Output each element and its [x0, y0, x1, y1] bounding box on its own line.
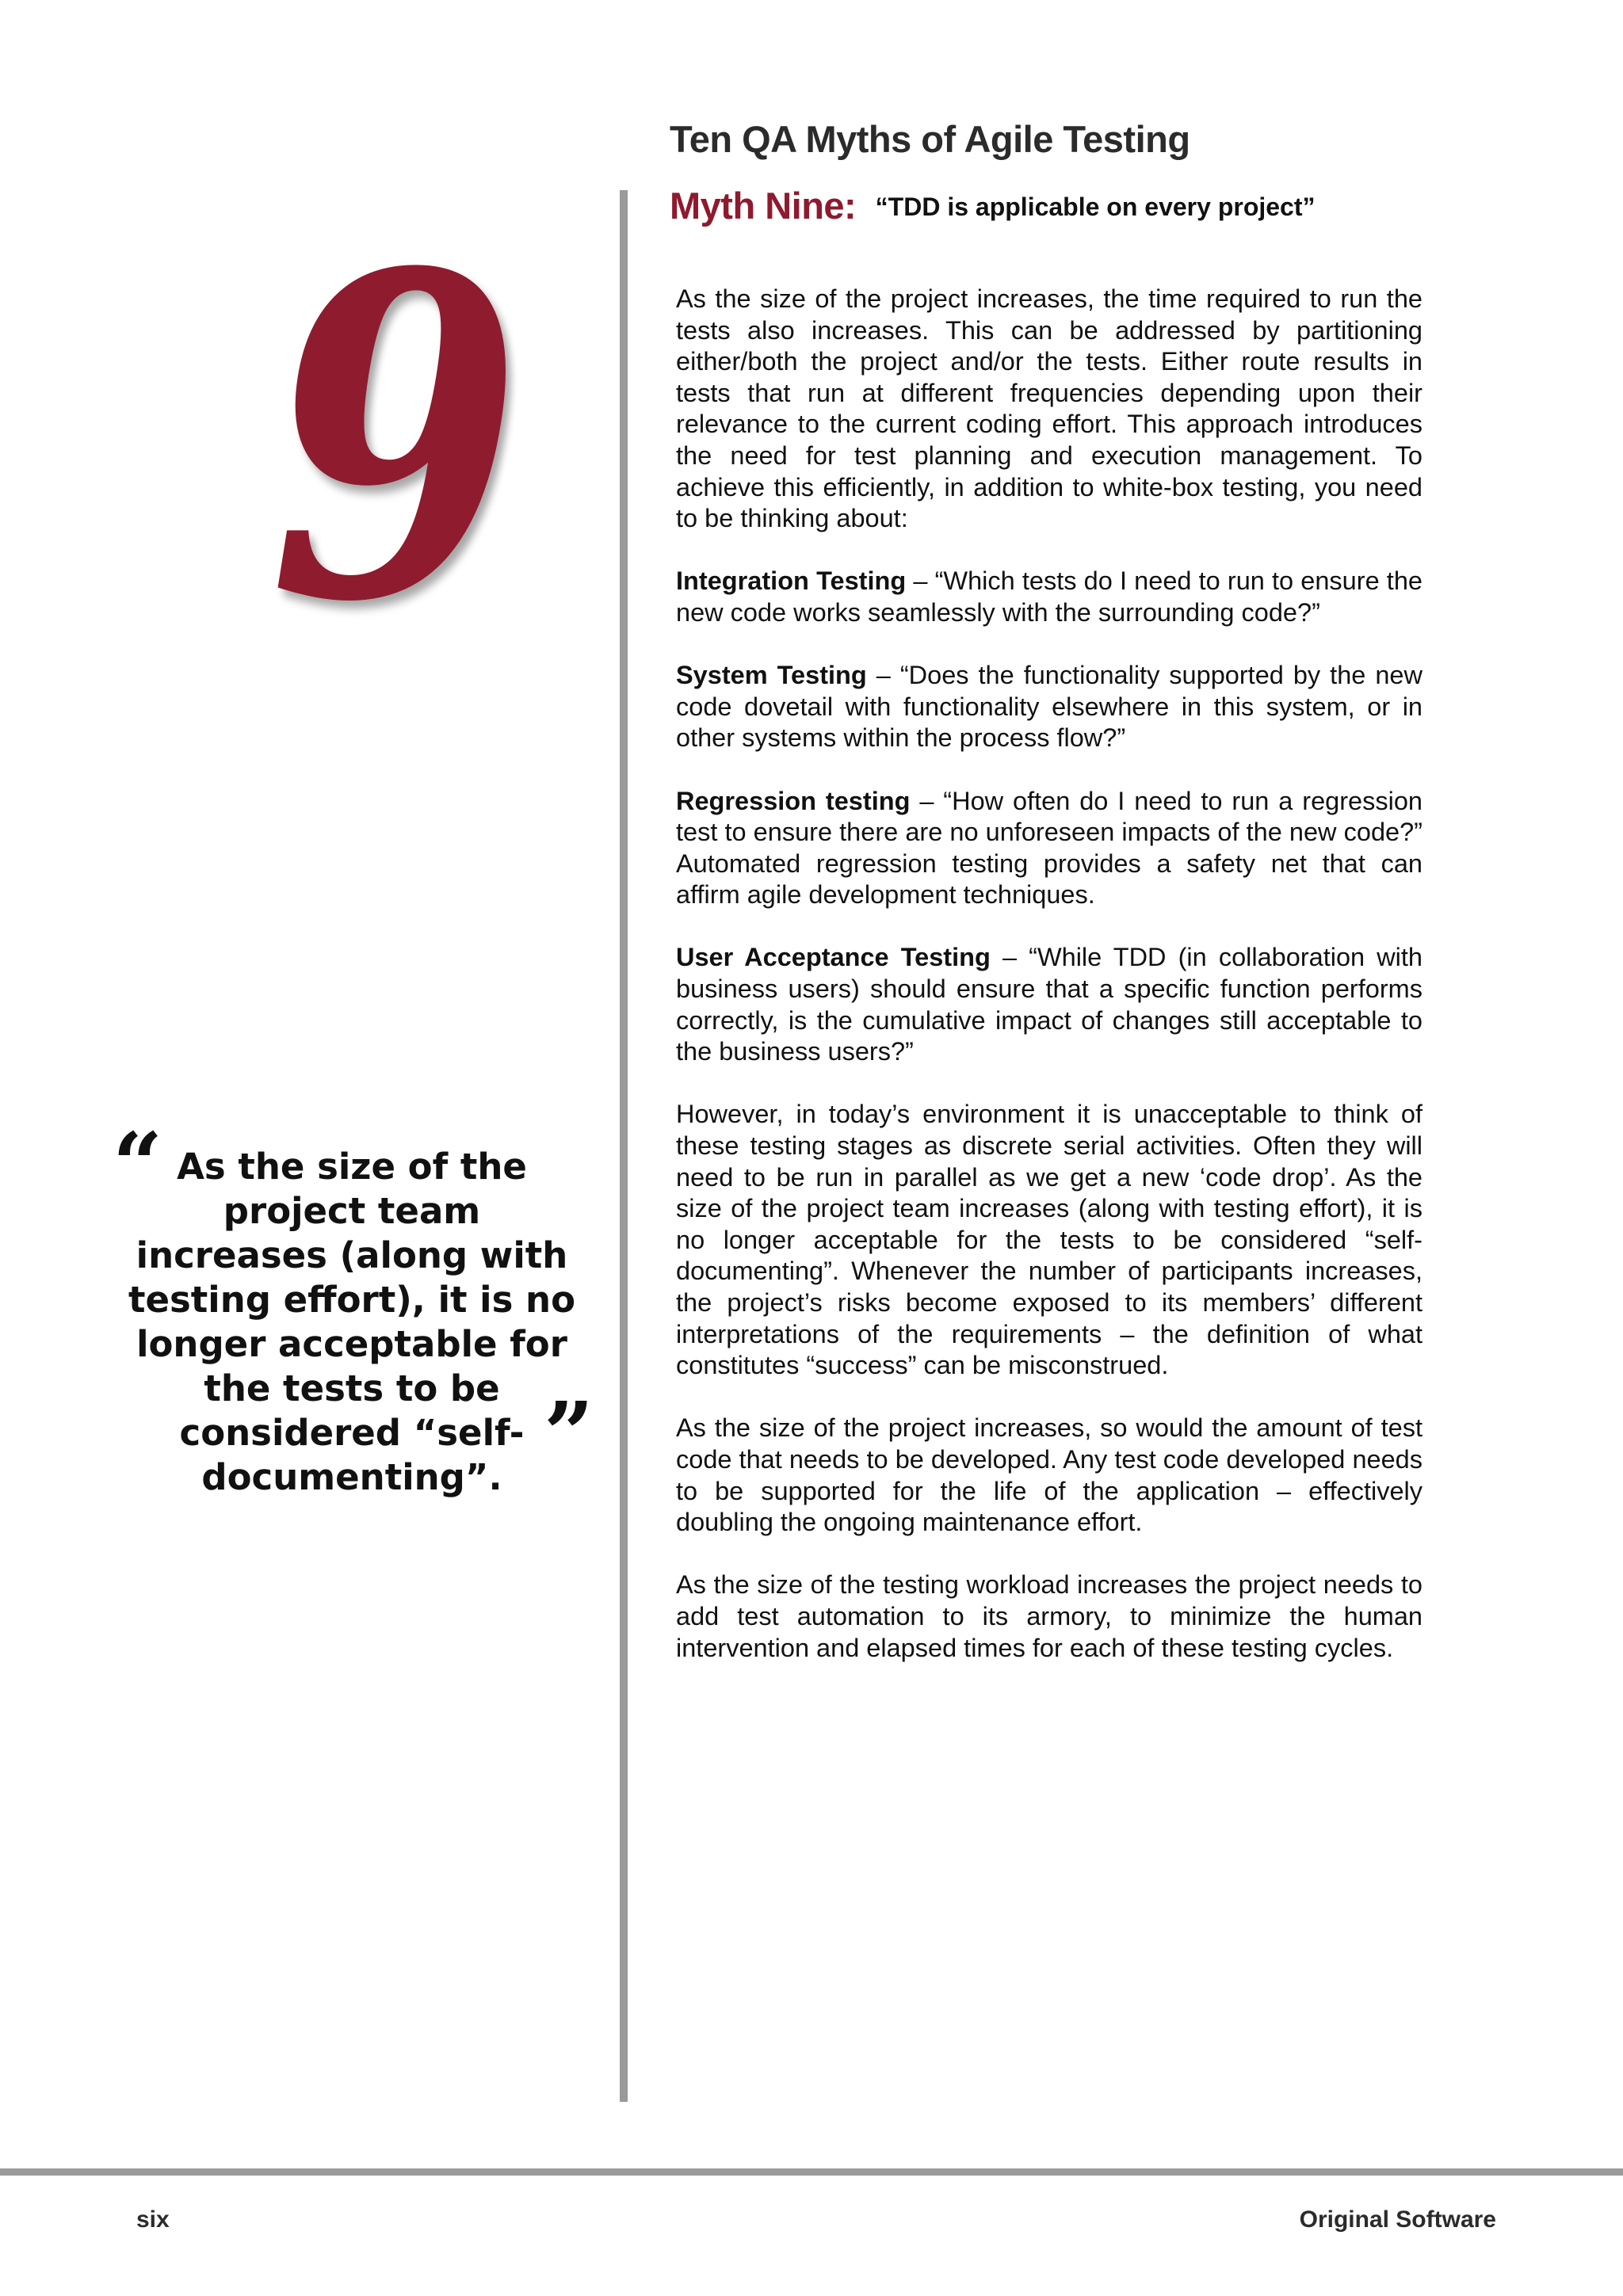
paragraph-test-code: As the size of the project increases, so would the amount of test code that needs to be developed. Any test code developed needs to be supported for the life of the application – effectively doubling the ongoing maintenance effort. — [676, 1413, 1423, 1537]
term-text: – “Does the functionality supported by the new code dovetail with functionality elsewhere in this system, or in other systems within the process flow?” — [676, 661, 1423, 753]
footer-rule — [0, 2168, 1623, 2176]
footer-brand: Original Software — [1299, 2206, 1496, 2233]
term-text: – “How often do I need to run a regression test to ensure there are no unforeseen impacts of the new code?” Automated regression testing provides a safety net that can affirm agile development techniques. — [676, 786, 1423, 910]
term-label: User Acceptance Testing — [676, 943, 991, 972]
term-text: – “Which tests do I need to run to ensure the new code works seamlessly with the surrounding code?” — [676, 566, 1423, 627]
myth-label: Myth Nine: — [670, 185, 857, 227]
list-item-regression — [676, 786, 1423, 911]
myth-heading — [670, 184, 1316, 227]
list-item-integration — [676, 566, 1423, 628]
term-label: Regression testing — [676, 786, 911, 815]
vertical-divider — [620, 190, 628, 2102]
paragraph-automation: As the size of the testing workload increases the project needs to add test automation to its armory, to minimize the human intervention and elapsed times for each of these testing cycles. — [676, 1570, 1423, 1662]
numeral-glyph: 9 — [269, 177, 523, 700]
list-item-uat — [676, 942, 1423, 1067]
decorative-numeral — [269, 177, 523, 700]
term-text: – “While TDD (in collaboration with business users) should ensure that a specific function performs correctly, is the cumulative impact of changes still acceptable to the business users?” — [676, 943, 1423, 1066]
myth-statement: “TDD is applicable on every project” — [875, 193, 1316, 221]
close-quote-mark: ” — [544, 1383, 594, 1485]
page-number: six — [136, 2206, 170, 2233]
term-label: System Testing — [676, 661, 867, 690]
intro-paragraph: As the size of the project increases, the time required to run the tests also increases. This can be addressed by partitioning either/both the project and/or the tests. Either route results in tests that run at different frequencies depending upon their relevance to the current coding effort. This approach introduces the need for test planning and execution management. To achieve this efficiently, in addition to white-box testing, you need to be thinking about: — [676, 284, 1423, 533]
paragraph-environment: However, in today’s environment it is unacceptable to think of these testing stages as discrete serial activities. Often they will need to be run in parallel as we get a new ‘code drop’. As the size of the project team increases (along with testing effort), it is no longer acceptable for the tests to be considered “self-documenting”. Whenever the number of participants increases, the project’s risks become exposed to its members’ different interpretations of the requirements – the definition of what constitutes “success” can be misconstrued. — [676, 1100, 1423, 1380]
open-quote-mark: “ — [113, 1113, 163, 1215]
article-body — [676, 284, 1423, 1695]
list-item-system — [676, 660, 1423, 754]
term-label: Integration Testing — [676, 566, 907, 596]
pull-quote: As the size of the project team increases (along with testing effort), it is no longer acceptable for the tests to be considered “self-documenting”. — [128, 1146, 576, 1498]
page-title: Ten QA Myths of Agile Testing — [670, 118, 1190, 160]
